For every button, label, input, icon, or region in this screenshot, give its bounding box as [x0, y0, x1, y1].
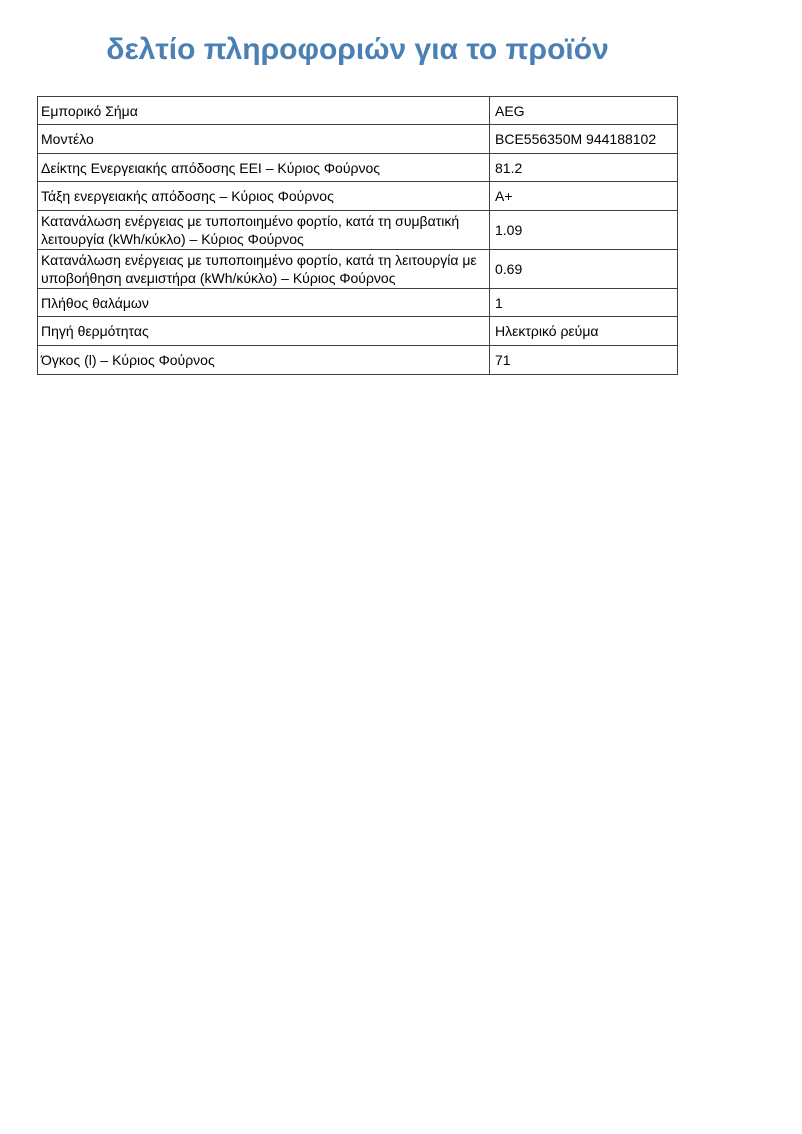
table-row: [38, 97, 678, 125]
table-row: [38, 317, 678, 346]
table-row: [38, 182, 678, 211]
spec-value: 71: [490, 346, 678, 375]
table-row: [38, 211, 678, 250]
table-row: [38, 346, 678, 375]
page-title: δελτίο πληροφοριών για το προϊόν: [106, 33, 609, 66]
spec-label: Κατανάλωση ενέργειας με τυποποιημένο φορτίο, κατά τη συμβατική λειτουργία (kWh/κύκλο) – Κύριος Φούρνος: [38, 211, 490, 250]
spec-label: Πηγή θερμότητας: [38, 317, 490, 346]
table-row: [38, 154, 678, 182]
spec-value: 0.69: [490, 250, 678, 289]
table-row: [38, 125, 678, 154]
spec-value: Ηλεκτρικό ρεύμα: [490, 317, 678, 346]
spec-value: AEG: [490, 97, 678, 125]
table-row: [38, 289, 678, 317]
spec-value: 1.09: [490, 211, 678, 250]
table-row: [38, 250, 678, 289]
spec-label: Εμπορικό Σήμα: [38, 97, 490, 125]
spec-label: Μοντέλο: [38, 125, 490, 154]
spec-label: Κατανάλωση ενέργειας με τυποποιημένο φορτίο, κατά τη λειτουργία με υποβοήθηση ανεμιστήρα (kWh/κύκλο) – Κύριος Φούρνος: [38, 250, 490, 289]
spec-value: 1: [490, 289, 678, 317]
spec-label: Όγκος (l) – Κύριος Φούρνος: [38, 346, 490, 375]
spec-value: BCE556350M 944188102: [490, 125, 678, 154]
spec-value: 81.2: [490, 154, 678, 182]
product-info-table: [37, 96, 678, 375]
spec-label: Πλήθος θαλάμων: [38, 289, 490, 317]
spec-value: A+: [490, 182, 678, 211]
spec-label: Δείκτης Ενεργειακής απόδοσης EEI – Κύριος Φούρνος: [38, 154, 490, 182]
spec-label: Τάξη ενεργειακής απόδοσης – Κύριος Φούρνος: [38, 182, 490, 211]
